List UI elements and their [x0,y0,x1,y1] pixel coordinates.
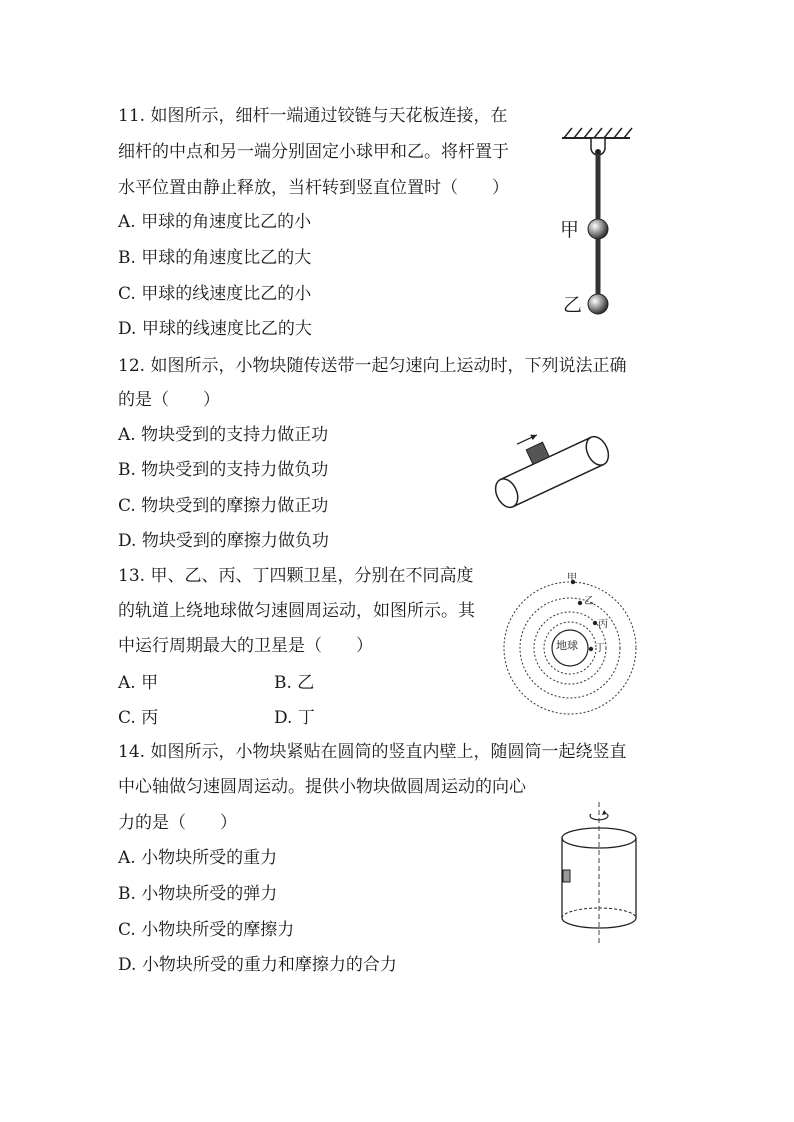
q13-option-c[interactable]: C. 丙 [118,708,159,728]
label-ball-yi: 乙 [563,294,583,316]
q12-line-1: 12. 如图所示，小物块随传送带一起匀速向上运动时，下列说法正确 [118,356,627,376]
satellite-yi [578,601,582,605]
rotating-cylinder-figure [555,800,645,945]
q14-option-a[interactable]: A. 小物块所受的重力 [118,848,278,868]
block [526,442,549,464]
rotation-arrow-head [602,810,607,815]
q13-line-2: 的轨道上绕地球做匀速圆周运动，如图所示。其 [118,601,475,621]
q11-option-d[interactable]: D. 甲球的线速度比乙的大 [118,319,312,339]
label-satellite-jia: 甲 [567,573,577,584]
ceiling [562,128,632,138]
q14-option-b[interactable]: B. 小物块所受的弹力 [118,884,278,904]
q11-line-3: 水平位置由静止释放，当杆转到竖直位置时（ ） [118,178,509,198]
belt-bottom [513,464,604,506]
label-earth: 地球 [556,639,578,652]
q14-line-3: 力的是（ ） [118,813,237,833]
label-satellite-bing: 丙 [598,619,608,630]
q11-line-1: 11. 如图所示，细杆一端通过铰链与天花板连接，在 [118,106,508,126]
q14-line-2: 中心轴做匀速圆周运动。提供小物块做圆周运动的向心 [118,777,526,797]
q13-option-a[interactable]: A. 甲 [118,673,159,693]
q11-option-c[interactable]: C. 甲球的线速度比乙的小 [118,284,312,304]
q14-option-d[interactable]: D. 小物块所受的重力和摩擦力的合力 [118,955,397,975]
ball-jia [588,219,608,239]
small-block [563,870,570,882]
q11-line-2: 细杆的中点和另一端分别固定小球甲和乙。将杆置于 [118,142,509,162]
label-satellite-ding: 丁 [595,643,605,654]
q14-line-1: 14. 如图所示，小物块紧贴在圆筒的竖直内壁上，随圆筒一起绕竖直 [118,742,627,762]
q13-option-d[interactable]: D. 丁 [274,708,315,728]
conveyor-belt-figure [480,420,625,525]
label-satellite-yi: 乙 [584,596,594,607]
q12-option-c[interactable]: C. 物块受到的摩擦力做正功 [118,496,329,516]
roller-right [582,433,613,469]
roller-left [491,475,522,511]
q13-line-3: 中运行周期最大的卫星是（ ） [118,636,373,656]
q12-line-2: 的是（ ） [118,390,220,410]
q11-option-a[interactable]: A. 甲球的角速度比乙的小 [118,212,312,232]
q11-option-b[interactable]: B. 甲球的角速度比乙的大 [118,248,312,268]
q14-option-c[interactable]: C. 小物块所受的摩擦力 [118,920,295,940]
ball-yi [588,294,608,314]
satellite-ding [589,647,593,651]
q12-option-b[interactable]: B. 物块受到的支持力做负功 [118,460,329,480]
q12-option-d[interactable]: D. 物块受到的摩擦力做负功 [118,531,329,551]
q13-line-1: 13. 甲、乙、丙、丁四颗卫星，分别在不同高度 [118,566,474,586]
q13-option-b[interactable]: B. 乙 [274,673,315,693]
q12-option-a[interactable]: A. 物块受到的支持力做正功 [118,425,329,445]
label-ball-jia: 甲 [560,219,580,241]
arrow-head [530,432,538,440]
satellite-bing [593,621,597,625]
